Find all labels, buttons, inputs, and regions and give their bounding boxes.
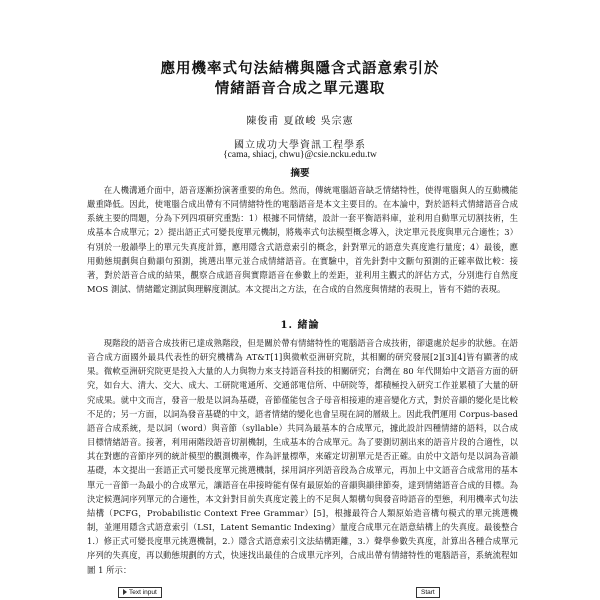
paper-title-line-2: 情緒語音合成之單元選取 xyxy=(214,80,386,97)
start-label: Start xyxy=(421,589,435,596)
email-addresses: {cama, shiacj, chwu}@csie.ncku.edu.tw xyxy=(223,150,377,160)
figure-1-partial xyxy=(118,585,498,600)
start-box xyxy=(416,587,440,598)
authors: 陳俊甫 夏啟峻 吳宗憲 xyxy=(246,116,354,127)
abstract-heading: 摘要 xyxy=(290,168,310,179)
text-input-box xyxy=(118,587,162,598)
arrow-right-icon xyxy=(123,589,127,595)
section-heading: 1. 緒論 xyxy=(280,320,320,331)
introduction-text: 現階段的語音合成技術已達成熟階段，但是關於帶有情緒特性的電腦語音合成技術，卻還處於起步的狀態。在語音合成方面國外最具代表性的研究機構為 AT&T[1]與微軟亞洲研究院，其相關的研究發展[2][3][4]皆有顯著的成果。微軟亞洲研究院更是投入大量的人力與物力來支持語音科技的相關研究；台灣在 80 年代開始中文語音方面的研究，如台大、清大、交大、成大、工研院電通所、交通部電信所、中研院等，都積極投入研究工作並累積了大量的研究成果。就中文而言，發音一般是以詞為基礎，音節僅能包含子母音相接連的連音變化方式，對於音韻的變化是比較不足的；另一方面，以詞為發音基礎的中文，語者情緒的變化也會呈現在詞的層級上。因此我們運用 Corpus-based 語音合成系統，是以詞（word）與音節（syllable）共同為最基本的合成單元，據此設計四種情緒的語料，以合成目標情緒語音。接著，利用兩階段語音切割機制，生成基本的合成單元。為了要測切割出來的語音片段的合適性，以其在對應的音節序列的統計模型的觀測機率，作為評量標準，來確定切割單元是否正確。由於中文語句是以詞為音韻基礎，本文提出一套語正式可變長度單元挑選機制，採用詞序列語音段為合成單元，再加上中文語音合成常用的基本單元一音節一為最小的合成單元，讓語音在串接時能有保有最原始的音韻與韻律節奏，達到情緒語音合成的目標。為決定候選詞序列單元的合適性，本文針對目前失真度定義上的不足與人類構句與發音時語音的型態，利用機率式句法結構（PCFG，Probabilistic Context Free Grammar）[5]，根據最符合人類原始造音構句模式的單元挑選機制，並運用隱含式語意索引（LSI，Latent Semantic Indexing）量度合成單元在語意結構上的失真度。最後整合 1.）修正式可變長度單元挑選機制，2.）隱含式語意索引文法結構距離，3.）聲學參數失真度，計算出各種合成單元序列的失真度，再以動態規劃的方式，快速找出最佳的合成單元序列，合成出帶有情緒特性的電腦語音，系統流程如圖 1 所示： xyxy=(87,338,518,575)
affiliation: 國立成功大學資訊工程學系 xyxy=(234,140,366,151)
text-input-label: Text input xyxy=(129,589,157,596)
abstract-text: 在人機溝通介面中，語音逐漸扮演著重要的角色。然而，傳統電腦語音缺乏情緒特性，使得電腦與人的互動機能嚴重降低。因此，使電腦合成出帶有不同情緒特性的電腦語音是本文主要目的。在本論中，對於語料式情緒語音合成系統主要的問題，分為下列四項研究重點：1）根據不同情緒，設計一套平衡語料庫，並利用自動單元切割技術，生成基本合成單元；2）提出語正式可變長度單元機制，將幾率式句法模型概念導入，決定單元長度與單元合適性；3）有別於一般韻學上的單元失真度計算，應用隱含式語意索引的概念，針對單元的語意失真度進行量度；4）最後，應用動態規劃與自動韻句預測，挑選出單元並合成情緒語音。在實驗中，首先針對中文斷句預測的正確率做比較：接著，對於語音合成的結果，觀察合成語音與實際語音在參數上的差距，並利用主觀式的評估方式，分別進行自然度 MOS 測試、情緒鑑定測試與理解度測試。本文提出之方法，在合成的自然度與情緒的表現上，皆有不錯的表現。 xyxy=(87,185,518,295)
paper-title-line-1: 應用機率式句法結構與隱含式語意索引於 xyxy=(160,60,440,77)
